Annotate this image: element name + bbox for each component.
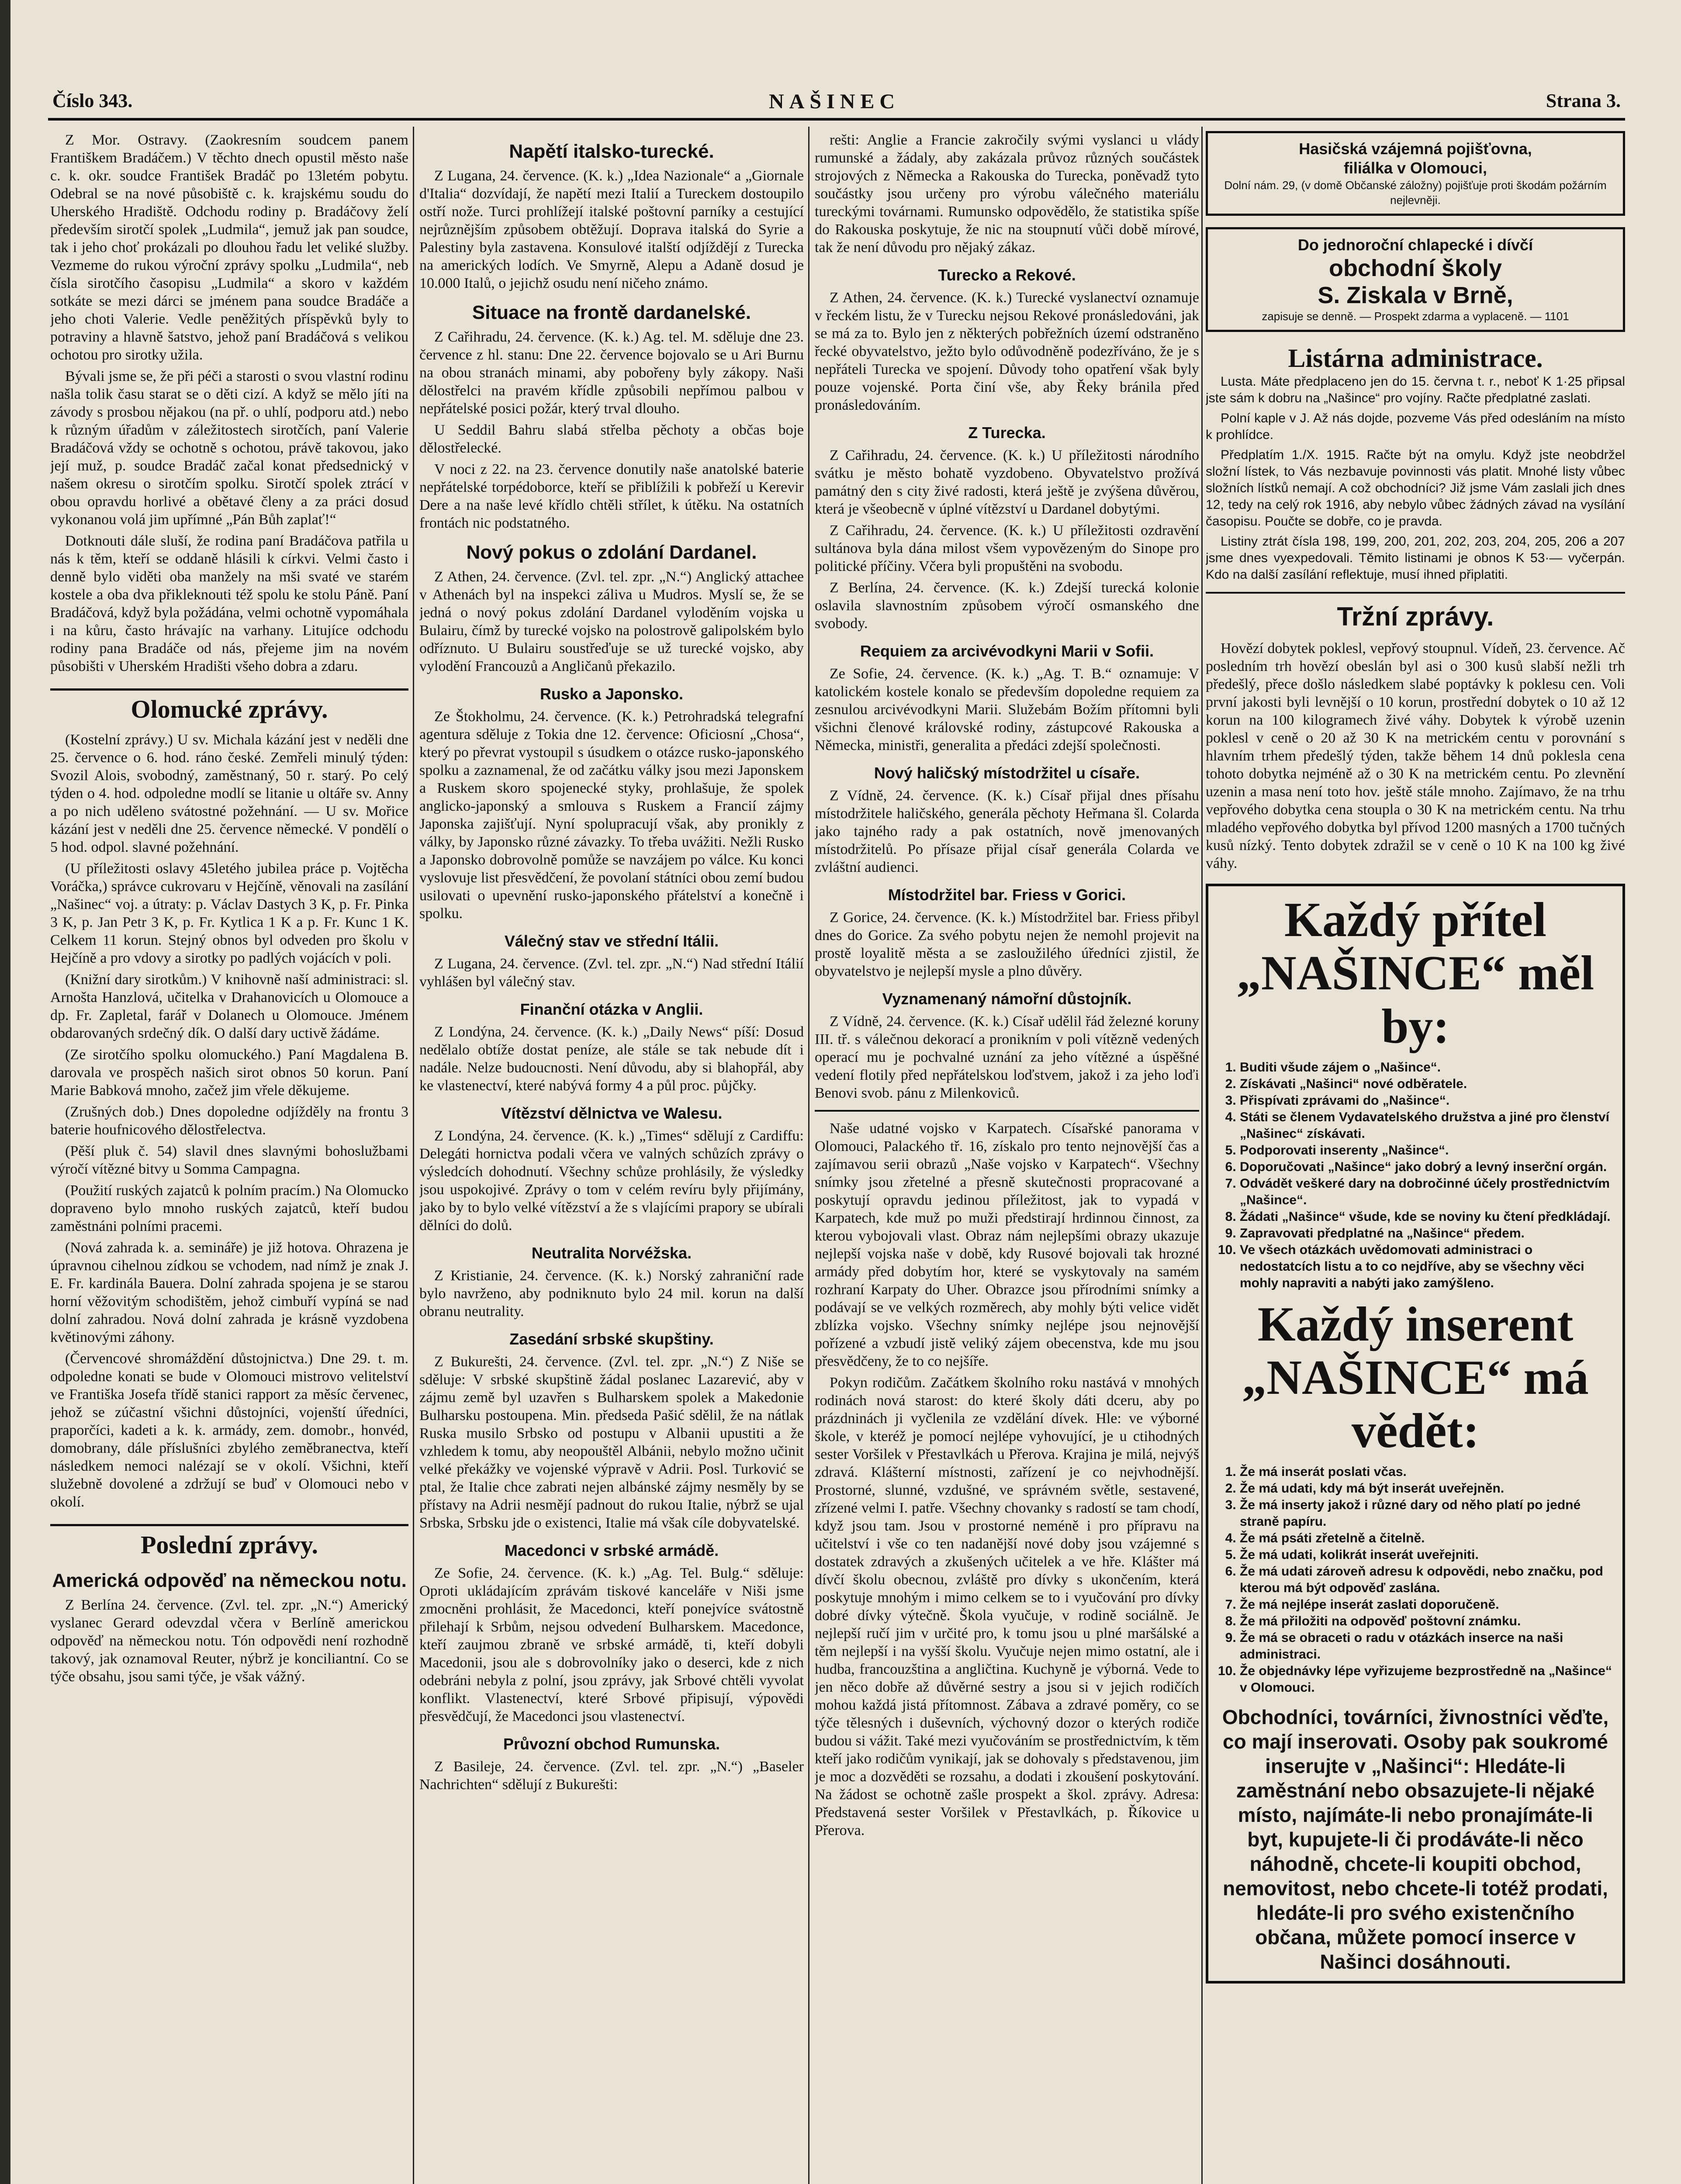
section-rule	[815, 1110, 1199, 1112]
promo-title: Každý inserent „NAŠINCE“ má vědět:	[1242, 1297, 1589, 1458]
article-text: (Použití ruských zajatců k polním pracím.) Na Olomucko dopraveno bylo mnoho ruských zajatců, kteří budou zaměstnáni polními pracemi.	[50, 1182, 408, 1234]
scan-edge	[0, 0, 10, 2184]
list-item: 4. Státi se členem Vydavatelského družstva a jiné pro členství „Našinec“ získávati.	[1240, 1109, 1613, 1142]
article-text: Z Mor. Ostravy. (Zaokresním soudcem panem Františkem Bradáčem.) V těchto dnech opustil město naše c. k. okr. soudce František Bradáč po 13letém pobytu. Odebral se na nové působiště c. k. krajskému soudu do Uherského Hradiště. Odchodu rodiny p. Bradáčovy želí především sirotčí spolek „Ludmila“, jemuž jak pan soudce, tak i jeho choť prokázali po dlouhou řadu let veliké služby. Vezmeme do rukou výroční zprávy spolku „Ludmila“, neb čísla sirotčího časopisu „Ludmila“ a skoro v každém sotkáte se mezi dárci se jménem pana soudce Bradáče a jeho choti Valerie. Vedle peněžitých příspěvků byly to potraviny a hlavně šatstvo, jehož paní Bradáčová s velikou ochotou pro sirotky užila.	[50, 132, 408, 363]
article-text: (Kostelní zprávy.) U sv. Michala kázání jest v neděli dne 25. července o 6. hod. ráno české. Zemřeli minulý týden: Svozil Alois, svobodný, zaměstnaný, 50 r. starý. Po celý týden o 4. hod. odpoledne modlí se litanie u oltáře sv. Anny a po nich uděleno svátostné požehnání. — U sv. Mořice kázání jest v neděli dne 25. července německé. V pondělí o 5 hod. odpol. slavné požehnání.	[50, 732, 408, 855]
advert-line: Hasičská vzájemná pojišťovna,	[1299, 140, 1532, 158]
promo-title: Každý přítel „NAŠINCE“ měl by:	[1236, 893, 1595, 1054]
list-item: 3. Že má inserty jakož i různé dary od něho platí po jedné straně papíru.	[1240, 1497, 1613, 1530]
article-headline: Situace na frontě dardanelské.	[472, 302, 751, 323]
list-item: 2. Že má udati, kdy má být inserát uveřejněn.	[1240, 1480, 1613, 1497]
header-rule	[48, 118, 1625, 121]
article-text: Z Lugana, 24. července. (K. k.) „Idea Nazionale“ a „Giornale d'Italia“ dozvídají, že napětí mezi Italií a Tureckem dostoupilo ostří nože. Turci prohlížejí italské poštovní parníky a cestující nejrůznějším způsobem obtěžují. Doprava italská do Syrie a Palestiny byla zastavena. Konsulové italští odjíždějí z Turecka na amerických lodích. Ve Smyrně, Alepu a Adaně dosud je 10.000 Italů, o jejichž osudu není ničeho známo.	[419, 168, 804, 291]
advert-line: obchodní školy	[1328, 255, 1502, 281]
article-text: Z Basileje, 24. července. (Zvl. tel. zpr. „N.“) „Baseler Nachrichten“ sdělují z Bukurešti:	[419, 1759, 804, 1793]
note-text: Listiny ztrát čísla 198, 199, 200, 201, 202, 203, 204, 205, 206 a 207 jsme dnes vyexpedovali. Těmito listinami je obnos K 53·— vyčerpán. Kdo na další zasílání reflektuje, musí ihned připlatiti.	[1206, 534, 1625, 582]
column-divider	[808, 127, 809, 2184]
promo-box	[1206, 884, 1625, 1984]
article-text: Z Vídně, 24. července. (K. k.) Císař udělil řád železné koruny III. tř. s válečnou dekorací a pronikním v poli vítězně vedených operací mu je pochvalné uznání za jeho vítězné a úspěšné vedení flotily před nepřátelskou loďstvem, jakož i za jeho loďi Benovi svob. pánu z Milenkoviců.	[815, 1013, 1199, 1101]
list-item: 2. Získávati „Našinci“ nové odběratele.	[1240, 1076, 1613, 1092]
section-heading: Olomucké zprávy.	[50, 688, 408, 725]
column-3	[815, 131, 1199, 2184]
column-2	[419, 131, 804, 2184]
article-text: (Červencové shromáždění důstojnictva.) Dne 29. t. m. odpoledne konati se bude v Olomouci mistrovo velitelství ve Františka Josefa třídě stanici rapport za měsíc červenec, jehož se zúčastní všichni důstojníci, vojenští úředníci, praporčíci, kadeti a k. k. armády, zem. domobr., honvéd, domobrany, dále příslušníci zbylého zeměbranectva, kteří následkem nemoci nalézají se v okolí. Všichni, kteří služebně dovolené a zdržují se buď v Olomouci nebo v okolí.	[50, 1351, 408, 1510]
article-headline: Nový pokus o zdolání Dardanel.	[466, 542, 757, 563]
issue-number: Číslo 343.	[52, 90, 133, 111]
article-text: Ze Sofie, 24. července. (K. k.) „Ag. Tel. Bulg.“ sděluje: Oproti ukládajícím zprávám tiskové kanceláře v Niši jsme zmocněni prohlásit, že Macedonci, kteří ponejvíce svátostně přilehají k Srbům, nejsou odvedení Bulharskem. Macedonce, kteří zaujmou zbraně ve srbské armádě, ti, kteří dobyli Macedonii, jsou ale s dobrovolníky jako o deserci, kde z nich odebráni nebyla z polní, jsou zprávy, jak Srbové chtěli vyvolat konflikt. Vlastenectví, které Srbové připisují, výpovědi přesvědčují, že Macedonci jsou vlastenectví.	[419, 1565, 804, 1724]
article-text: Z Kristianie, 24. července. (K. k.) Norský zahraniční rade bylo navrženo, aby podniknuto bylo 24 mil. korun na další obranu neutrality.	[419, 1268, 804, 1320]
article-text: Dotknouti dále sluší, že rodina paní Bradáčova patřila u nás k těm, kteří se oddaně hlásili k církvi. Velmi často i denně bylo viděti oba manžely na mši svaté ve starém kostele a oba dva přikleknouti též spolu ke stolu Páně. Paní Bradáčová, když byla požádána, velmi ochotně vypomáhala i na kůru, často hrávajíc na varhany. Litujíce odchodu rodiny pana Bradáče od nás, přejeme jim na novém působišti v Uherském Hradišti všeho dobra a zdaru.	[50, 533, 408, 674]
section-heading: Listárna administrace.	[1288, 344, 1543, 373]
list-item: 5. Podporovati inserenty „Našince“.	[1240, 1142, 1613, 1159]
article-text: Pokyn rodičům. Začátkem školního roku nastává v mnohých rodinách nová starost: do které školy dáti dceru, aby po prázdninách ji vyčlenila ze vzdělání dívek. Hle: ve výborné škole, v kteréž je pomocí nejlépe vyhovující, je u ctihodných sester Voršilek v Přestavlkách u Přerova. Krajina je milá, nejvýš zdravá. Klášterní místnosti, zařízení je co nejvhodnější. Prostorné, slunné, vzdušné, ve správném světle, sestavené, zřízené velmi I. patře. Všechny chovanky s radostí se tam chodí, když jsou tam. Jsou v prostorné neméně i pro přípravu na učitelství i vše co ten nadanější nové doby jsou vzájemné s dostatek zdravých a zkušených učitelek a ve hře. Klášter má dívčí školu obecnou, zvláště pro dívky s ukončením, která poskytuje mnohým i mimo celkem se to i vyučování pro dívky dobré dívky výtečně. Škola vyučuje, v rodině sociálně. Je nejlepší ručí jim v určité pro, k tomu jsou u plné maršálské a těm nejlepší i na vyšší školu. Vyučuje nejen mimo ostatní, ale i hudba, francouzština a angličtina. Kuchyně je výborná. Vede to jen něco dobře až důvěrné sestry a jsou si v jejich rodičích mohou každá jistá přítomnost. Zábava a zdravé poměry, co se týče tělesných i duševních, výchovný dozor o kterých rodiče budou si vážit. Také mezi vyučováním se prostřednictvím, k těm kteří jako rodičům vynikají, jak se dohovaly s představenou, jim je moc a dozvěděti se rozsahu, a dodati i zkoušení poskytování. Na žádost se ochotně zašle prospekt a škol. zprávy. Adresa: Představená sester Voršilek v Přestavlkách, p. Říkovice u Přerova.	[815, 1375, 1199, 1838]
advert-line: filiálka v Olomouci,	[1343, 159, 1487, 177]
article-text: (Zrušných dob.) Dnes dopoledne odjížděly na frontu 3 baterie houfnicového dělostřelectva.	[50, 1104, 408, 1138]
administration-notes	[1206, 343, 1625, 583]
advert-line: Dolní nám. 29, (v domě Občanské záložny) pojišťuje proti škodám požárním nejlevněji.	[1224, 179, 1607, 207]
article-text: Ze Štokholmu, 24. července. (K. k.) Petrohradská telegrafní agentura sděluje z Tokia dne 12. července: Oficiosní „Chosa“, který po převrat vystoupil s úsudkem o otázce rusko-japonského spolku a zaznamenal, že od začátku války jsou mezi Japonskem a Ruskem skoro spojenecké styky, prohlašuje, že spolek anglicko-japonský a smlouva s Ruskem a Francií zájmy Japonska zajišťují. Nyní spolupracují však, aby pronikly z války, by Japonsko různé závazky. To třeba uvážiti. Nežli Rusko a Japonsko dobrovolně pomůže se navzájem po válce. Ku konci vyslovuje list přesvědčení, že povolaní státníci obou zemí budou usilovati o upevnění rusko-japonského přátelství a konečně i spolku.	[419, 708, 804, 922]
list-item: 4. Že má psáti zřetelně a čitelně.	[1240, 1530, 1613, 1547]
article-text: (Pěší pluk č. 54) slavil dnes slavnými bohoslužbami výročí vítězné bitvy u Somma Campagna.	[50, 1143, 408, 1177]
article-text: Z Lugana, 24. července. (Zvl. tel. zpr. „N.“) Nad střední Itálií vyhlášen byl válečný stav.	[419, 956, 804, 990]
article-headline: Z Turecka.	[968, 424, 1046, 442]
article-text: Z Berlína 24. července. (Zvl. tel. zpr. „N.“) Americký vyslanec Gerard odevzdal včera v Berlíně americkou odpověď na německou notu. Tón odpovědi není rozhodně takový, jak oznamoval Reuter, nýbrž je konciliantní. Co se týče obsahu, jsou sami týče, je však vážný.	[50, 1597, 408, 1685]
note-text: Lusta. Máte předplaceno jen do 15. června t. r., neboť K 1·25 připsal jste sám k dobru na „Našince“ pro vojíny. Račte předplatné zaslati.	[1206, 374, 1625, 405]
article-text: Z Cařihradu, 24. července. (K. k.) U příležitosti ozdravění sultánova byla dána milost všem vypovězeným do Sinope pro politické příčiny. Včera byli propuštěni na svobodu.	[815, 522, 1199, 574]
promo-closing: Obchodníci, továrníci, živnostníci věďte, co mají inserovati. Osoby pak soukromé inserujte v „Našinci“: Hledáte-li zaměstnání nebo obsazujete-li nějaké místo, najímáte-li nebo pronajímáte-li byt, kupujete-li či prodáváte-li něco náhodně, chcete-li koupiti obchod, nemovitost, nebo chcete-li totéž prodati, hledáte-li pro svého existenčního občana, můžete pomocí inserce v Našinci dosáhnouti.	[1222, 1706, 1609, 1973]
article-text: (Knižní dary sirotkům.) V knihovně naší administraci: sl. Arnošta Hanzlová, učitelka v Drahanovicích u Olomouce a dp. Fr. Zapletal, farář v Dolanech u Olomouce. Jménem obdarovaných srdečný dík. O další dary uctivě žádáme.	[50, 971, 408, 1041]
article-headline: Rusko a Japonsko.	[540, 685, 684, 703]
article-text: (U příležitosti oslavy 45letého jubilea práce p. Vojtěcha Voráčka,) správce cukrovaru v Hejčíně, věnovali na zasílání „Našinec“ voj. a útraty: p. Václav Dastych 3 K, p. Fr. Pinka 3 K, p. Jan Petr 3 K, p. Fr. Kytlica 1 K a p. Fr. Kunc 1 K. Celkem 11 korun. Stejný obnos byl odveden pro školu v Hejčíně a pro vdovy a sirotky po padlých vojácích v poli.	[50, 860, 408, 966]
article-text: V noci z 22. na 23. července donutily naše anatolské baterie nepřátelské torpédoborce, kteří se přiblížili k pobřeží u Kerevir Dere a na naše levé křídlo chtěli střílet, k útěku. Na ostatních frontách nic podstatného.	[419, 461, 804, 531]
list-item: 1. Že má inserát poslati včas.	[1240, 1464, 1613, 1480]
advert-line: S. Ziskala v Brně,	[1318, 282, 1513, 308]
page-header	[52, 90, 1621, 120]
list-item: 9. Že má se obraceti o radu v otázkách inserce na naši administraci.	[1240, 1630, 1613, 1663]
list-item: 8. Žádati „Našince“ všude, kde se noviny ku čtení předkládají.	[1240, 1209, 1613, 1225]
article-text: Z Cařihradu, 24. července. (K. k.) U příležitosti národního svátku je město bohatě vyzdobeno. Obyvatelstvo prožívá památný den s city živé radosti, která ještě je zvýšena důvěrou, která je všeobecně v úplné vítězství u Dardanel dobytými.	[815, 447, 1199, 517]
article-headline: Vítězství dělnictva ve Walesu.	[501, 1104, 723, 1122]
article-headline: Americká odpověď na německou notu.	[52, 1570, 407, 1591]
article-headline: Průvozní obchod Rumunska.	[503, 1735, 720, 1753]
list-item: 9. Zapravovati předplatné na „Našince“ předem.	[1240, 1225, 1613, 1242]
article-headline: Finanční otázka v Anglii.	[520, 1000, 703, 1018]
note-text: Polní kaple v J. Až nás dojde, pozveme Vás před odesláním na místo k prohlídce.	[1206, 411, 1625, 442]
school-advert	[1206, 227, 1625, 332]
section-heading: Poslední zprávy.	[50, 1524, 408, 1560]
article-headline: Turecko a Rekové.	[938, 266, 1076, 284]
article-headline: Zasedání srbské skupštiny.	[509, 1330, 714, 1348]
article-text: Z Berlína, 24. července. (K. k.) Zdejší turecká kolonie oslavila slavnostním způsobem výročí osmanského dne svobody.	[815, 580, 1199, 632]
article-headline: Macedonci v srbské armádě.	[504, 1541, 719, 1559]
article-headline: Nový haličský místodržitel u císaře.	[874, 764, 1140, 782]
list-item: 1. Buditi všude zájem o „Našince“.	[1240, 1059, 1613, 1076]
advert-line: zapisuje se denně. — Prospekt zdarma a vyplaceně. — 1101	[1262, 310, 1569, 323]
list-item: 10. Ve všech otázkách uvědomovati administraci o nedostatcích listu a to co nejdříve, aby se všechny věci mohly napraviti a nabýti jako zamýšleno.	[1240, 1242, 1613, 1292]
article-text: (Nová zahrada k. a. semináře) je již hotova. Ohrazena je úpravnou cihelnou zídkou se vchodem, nad nímž je znak J. E. Fr. kardinála Bauera. Dolní zahrada spojena je se starou horní věžovitým schodištěm, jehož cimbuří vypíná se nad dolní zahradou. Nová dolní zahrada je krásně vyzdobena květinovými záhony.	[50, 1240, 408, 1345]
article-text: Z Athen, 24. července. (K. k.) Turecké vyslanectví oznamuje v řeckém listu, že v Turecku nejsou Rekové pronásledováni, jak se má za to. Bylo jen z některých pobřežních území odstraněno řecké obyvatelstvo, ježto bylo odůvodněně podezříváno, že je s nepřáteli Turecka ve spojení. Důvody toho opatření však byly pouze vojenské. Porta činí vše, aby Řeky bránila před pronásledováním.	[815, 290, 1199, 413]
article-text: Z Gorice, 24. července. (K. k.) Místodržitel bar. Friess přibyl dnes do Gorice. Za svého pobytu nejen že nemohl projevit na prostě loyalitě města a se zasloužilého úředníci zjistil, že obyvatelstvo je nejlepší mysle a plno důvěry.	[815, 909, 1199, 979]
list-item: 6. Že má udati zároveň adresu k odpovědi, nebo značku, pod kterou má být odpověď zaslána.	[1240, 1563, 1613, 1597]
page-number: Strana 3.	[1546, 90, 1621, 111]
list-item: 10. Že objednávky lépe vyřizujeme bezprostředně na „Našince“ v Olomouci.	[1240, 1663, 1613, 1696]
insurance-advert	[1206, 131, 1625, 216]
article-headline: Místodržitel bar. Friess v Gorici.	[888, 886, 1126, 904]
article-text: Z Londýna, 24. července. (K. k.) „Daily News“ píší: Dosud nedělalo obtíže dostat peníze, ale stále se tak nebude dít i nadále. Nelze budoucnosti. Není důvodu, aby si blahopřál, aby ke vlastenectví, které nabývá formy 4 a půl proc. půjčky.	[419, 1024, 804, 1094]
article-text: (Ze sirotčího spolku olomuckého.) Paní Magdalena B. darovala ve prospěch našich sirot obnos 50 korun. Paní Marie Babková mnoho, začež jim vřele děkujeme.	[50, 1047, 408, 1099]
note-text: Předplatím 1./X. 1915. Račte být na omylu. Když jste neobdržel složní lístek, to Vás nezbavuje povinnosti vás platit. Mnohé listy vůbec složních lístků nemají. A což obchodníci? Již jsme Vám zaslali jich dnes 12, tedy na celý rok 1916, aby nebylo vůbec žádných závad na vysílání časopisu. Poučte se dobře, co je pravda.	[1206, 448, 1625, 529]
masthead-title: NAŠINEC	[769, 90, 900, 113]
list-item: 3. Přispívati zprávami do „Našince“.	[1240, 1092, 1613, 1109]
list-item: 7. Odvádět veškeré dary na dobročinné účely prostřednictvím „Našince“.	[1240, 1175, 1613, 1209]
article-headline: Vyznamenaný námořní důstojník.	[882, 990, 1132, 1008]
article-text: Naše udatné vojsko v Karpatech. Císařské panorama v Olomouci, Palackého tř. 16, získalo pro tento nejnovější čas a zajímavou serii obrazů „Naše vojsko v Karpatech“. Všechny snímky jsou zřetelné a přesně skutečnosti propracované a poskytují opravdu jedinou příležitost, jak to vypadá v Karpatech, kde muž po muži předstirají hrdinnou činnost, za kterou vybojovali vlast. Obraz nám nejlepšími obrazy ukazuje nejlepší vojska naše v době, kdy Rusové bojovali tak hrozné armády před dobytím hor, které se vyskytovaly na samém rozhraní Karpaty do Uher. Obrazce jsou přírodními snímky a podávají se ve velkých rozměrech, aby mohly býti velice vidět zblízka vojsko. Všechny snímky nejlépe jsou nejnovější pořízené a vzbudí jistě veliký zájem obecenstva, kde mu jsou přesvědčeny, že to co nejšíře.	[815, 1120, 1199, 1369]
article-text: U Seddil Bahru slabá střelba pěchoty a občas boje dělostřelecké.	[419, 422, 804, 456]
list-item: 8. Že má přiložiti na odpověď poštovní známku.	[1240, 1613, 1613, 1630]
article-headline: Napětí italsko-turecké.	[509, 141, 714, 162]
article-text: rešti: Anglie a Francie zakročily svými vyslanci u vlády rumunské a žádaly, aby zakázala průvoz různých součástek strojových z Německa a Rakouska do Turecka, poněvadž tyto součástky jsou určeny pro výrobu válečného materiálu tureckými továrnami. Rumunsko odpovědělo, že statistika spíše do Rakouska poskytuje, že nic na stoupnutí vůči době mírové, tak že není důvodu pro nějaký zákaz.	[815, 132, 1199, 256]
article-text: Z Londýna, 24. července. (K. k.) „Times“ sdělují z Cardiffu: Delegáti hornictva podali včera ve valných schůzích zprávy o výsledcích dohodnutí. Všechny schůze prohlásily, že výsledky jsou uspokojivé. Zprávy o tom v celém revíru byly přijímány, jako by to bylo velké vítězství a že s vlajícími prapory se ubírali dělníci do dolů.	[419, 1128, 804, 1234]
article-text: Z Cařihradu, 24. července. (K. k.) Ag. tel. M. sděluje dne 23. července z hl. stanu: Dne 22. července bojovalo se u Ari Burnu na obou stranách minami, aby pobořeny byly zákopy. Naši dělostřelci na pravém křídle způsobili nepřímou palbou v nepřátelské posici požár, který trval dlouho.	[419, 329, 804, 417]
column-divider	[413, 127, 414, 2184]
promo-list	[1240, 1059, 1613, 1292]
article-text: Z Athen, 24. července. (Zvl. tel. zpr. „N.“) Anglický attachee v Athenách byl na inspekci záliva u Mudros. Myslí se, že se jedná o nový pokus zdolání Dardanel vyloděním vojska u Bulairu, čímž by turecké vojsko na polostrově galipolském bylo odříznuto. U Bulairu soustřeďuje se už turecké vojsko, aby vylodění Francouzů a Angličanů překazilo.	[419, 569, 804, 674]
article-text: Hovězí dobytek poklesl, vepřový stoupnul. Vídeň, 23. července. Ač posledním trh hovězí obeslán byl asi o 300 kusů slabší nežli trh předešlý, přece došlo následkem slabé poptávky k poklesu cen. Voli první jakosti byli levnější o 10 korun, prostřední dobytek o 10 až 12 korun na 100 kilogramech živé váhy. Dobytek k výrobě uzenin poklesl v ceně o 20 až 30 K na metrickém centu v porovnání s hlavním trhem předešlý týden, takže během 14 dnů poklesla cena tohoto dobytka nejméně až o 30 K na metrickém centu. Po zlevnění uzenin a masa není toto hov. ještě stále mnoho. Zajímavo, že na trhu vepřového dobytka cena stoupla o 30 K na metrickém centu. Na trhu mladého vepřového dobytka byl přívod 1200 masných a 1700 tučných kusů nízký. Tento dobytek zdražil se v ceně o 10 K na 100 kg živé váhy.	[1206, 640, 1625, 871]
article-headline: Requiem za arcivévodkyni Marii v Sofii.	[860, 642, 1154, 660]
article-headline: Neutralita Norvéžska.	[531, 1244, 692, 1262]
article-text: Z Vídně, 24. července. (K. k.) Císař přijal dnes přísahu místodržitele haličského, generála pěchoty Heřmana šl. Colarda jako tajného rady a pak ostatních, nově jmenovaných místodržitelů. Po přísaze přijal císař generála Colarda ve zvláštní audienci.	[815, 788, 1199, 875]
section-heading: Tržní zprávy.	[1337, 602, 1494, 631]
list-item: 7. Že má nejlépe inserát zaslati doporučeně.	[1240, 1597, 1613, 1613]
column-divider	[1201, 127, 1203, 2184]
list-item: 6. Doporučovati „Našince“ jako dobrý a levný inserční orgán.	[1240, 1159, 1613, 1175]
list-item: 5. Že má udati, kolikrát inserát uveřejniti.	[1240, 1547, 1613, 1563]
column-4	[1206, 131, 1625, 2184]
article-text: Z Bukurešti, 24. července. (Zvl. tel. zpr. „N.“) Z Niše se sděluje: V srbské skupštině žádal poslanec Lazarević, aby v zájmu země byl uzavřen s Bulharskem spolek a Makedonie Bulharsku postoupena. Min. předseda Pašić sdělil, že na nátlak Ruska musilo Srbsko od postupu v Albanii upustiti a že vzhledem k tomu, aby neopouštěl Albánii, nebylo možno učinit velké překážky ve vojenské výpravě v Adrii. Posl. Turković se ptal, že Italie chce zabrati nejen albánské zájmy nesměly by se přístavy na Adrii nesmějí padnout do rukou Italie, nýbrž se ujal Srbska, Srbsku jde o existenci, Italie má však cíle dobyvatelské.	[419, 1354, 804, 1531]
promo-list	[1240, 1464, 1613, 1696]
article-text: Ze Sofie, 24. července. (K. k.) „Ag. T. B.“ oznamuje: V katolickém kostele konalo se především dopoledne requiem za zesnulou arcivévodkyni Marii. Služebám Božím přítomni byli všichni členové královské rodiny, zástupcové Rakouska a Německa, ministři, generalita a předáci zdejší společnosti.	[815, 666, 1199, 753]
advert-line: Do jednoroční chlapecké i dívčí	[1297, 236, 1533, 254]
article-text: Bývali jsme se, že při péči a starosti o svou vlastní rodinu našla tolik času starat se o děti cizí. A když se mělo jíti na závody s prosbou nějakou (na př. o uhlí, podporu atd.) nebo k různým úřadům v záležitostech sirotčích, paní Valerie Bradáčová vždy se ochotně s ochotou, právě takovou, jako její muž, p. soudce Bradáč začal konat předsednický v našem okresu o sirotčím spolku. Sirotčí spolek ztrácí v obou opravdu horlivé a obětavé členy a za práci dosud vykonanou volá jim upřímné „Pán Bůh zaplať!“	[50, 368, 408, 528]
section-rule	[1206, 592, 1625, 594]
article-headline: Válečný stav ve střední Itálii.	[504, 932, 719, 950]
column-1	[50, 131, 408, 2184]
